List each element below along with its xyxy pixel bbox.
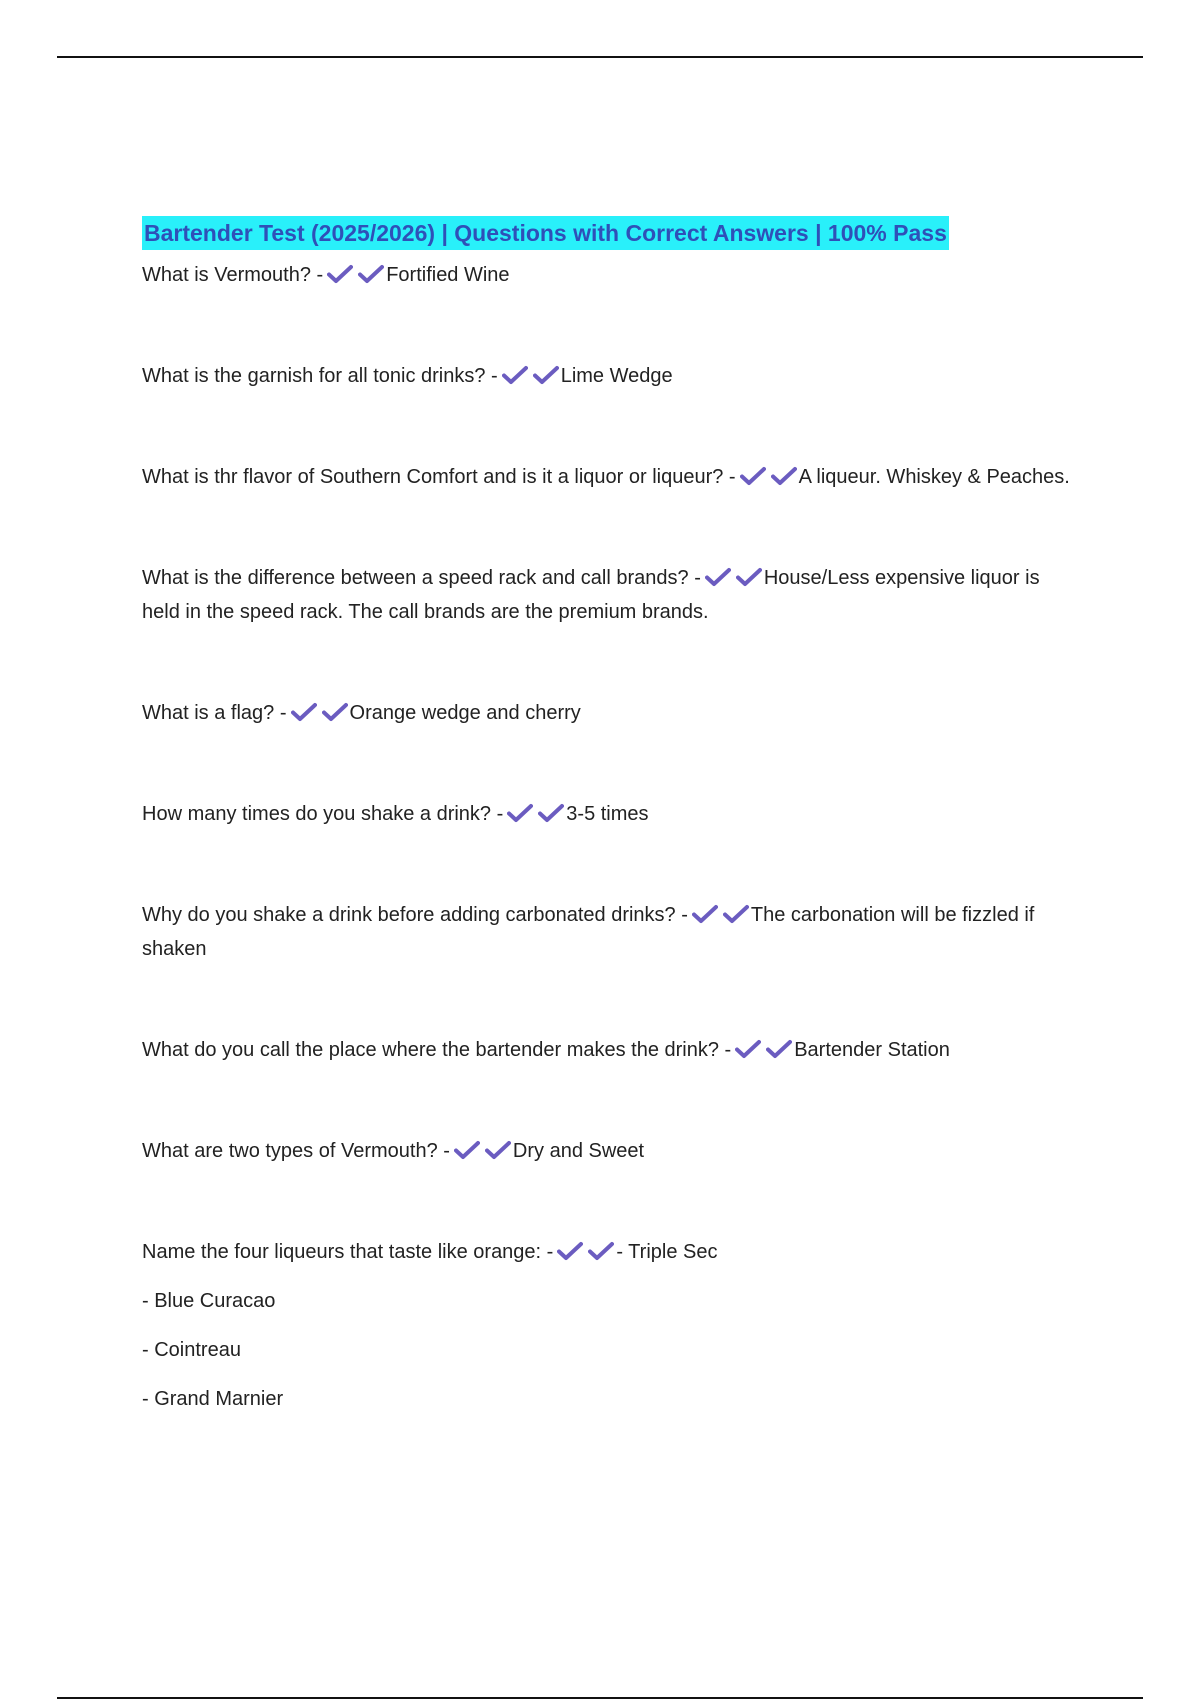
checkmark-icon (327, 264, 353, 284)
answer-list-item: - Cointreau (142, 1339, 241, 1361)
checkmark-icon (736, 567, 762, 587)
bottom-rule (57, 1697, 1143, 1699)
answer-text: Dry and Sweet (512, 1140, 645, 1162)
answer-text: Bartender Station (794, 1039, 950, 1061)
double-check-icon (502, 365, 559, 385)
qa-item (142, 898, 1072, 966)
checkmark-icon (507, 803, 533, 823)
qa-item (142, 1134, 1072, 1168)
question-text: What is the garnish for all tonic drinks? - (142, 365, 498, 387)
answer-text: 3-5 times (566, 803, 649, 825)
checkmark-icon (454, 1140, 480, 1160)
question-text: What are two types of Vermouth? - (142, 1140, 450, 1162)
checkmark-icon (533, 365, 559, 385)
answer-text: - Triple Sec (616, 1241, 718, 1263)
qa-item (142, 359, 1072, 393)
question-text: What is the difference between a speed rack and call brands? - (142, 567, 701, 589)
question-text: What is a flag? - (142, 702, 287, 724)
qa-list (142, 258, 1072, 1269)
answer-text: House/Less expensive liquor is held in the speed rack. The call brands are the premium brands. (142, 567, 1040, 623)
checkmark-icon (740, 466, 766, 486)
answer-list-item: - Blue Curacao (142, 1290, 276, 1312)
answer-text: The carbonation will be fizzled if shaken (142, 904, 1035, 960)
document-title: Bartender Test (2025/2026) | Questions with Correct Answers | 100% Pass (142, 216, 949, 250)
document-body (142, 216, 1072, 1431)
question-text: How many times do you shake a drink? - (142, 803, 504, 825)
qa-item (142, 561, 1072, 629)
double-check-icon (507, 803, 564, 823)
checkmark-icon (358, 264, 384, 284)
qa-item (142, 696, 1072, 730)
checkmark-icon (692, 904, 718, 924)
double-check-icon (291, 702, 348, 722)
question-text: What is Vermouth? - (142, 264, 324, 286)
answer-text: Orange wedge and cherry (349, 702, 581, 724)
double-check-icon (557, 1241, 614, 1261)
extra-answer-list (142, 1284, 1072, 1416)
checkmark-icon (766, 1039, 792, 1059)
checkmark-icon (723, 904, 749, 924)
qa-item (142, 258, 1072, 292)
answer-text: A liqueur. Whiskey & Peaches. (798, 466, 1070, 488)
answer-text: Lime Wedge (560, 365, 673, 387)
checkmark-icon (538, 803, 564, 823)
double-check-icon (735, 1039, 792, 1059)
top-rule (57, 56, 1143, 58)
double-check-icon (740, 466, 797, 486)
question-text: Name the four liqueurs that taste like orange: - (142, 1241, 554, 1263)
double-check-icon (327, 264, 384, 284)
checkmark-icon (502, 365, 528, 385)
checkmark-icon (735, 1039, 761, 1059)
checkmark-icon (771, 466, 797, 486)
question-text: Why do you shake a drink before adding carbonated drinks? - (142, 904, 688, 926)
question-text: What is thr flavor of Southern Comfort and is it a liquor or liqueur? - (142, 466, 736, 488)
checkmark-icon (322, 702, 348, 722)
qa-item (142, 1235, 1072, 1269)
qa-item (142, 460, 1072, 494)
question-text: What do you call the place where the bartender makes the drink? - (142, 1039, 732, 1061)
checkmark-icon (588, 1241, 614, 1261)
answer-text: Fortified Wine (386, 264, 510, 286)
double-check-icon (692, 904, 749, 924)
qa-item (142, 1033, 1072, 1067)
answer-list-item: - Grand Marnier (142, 1388, 284, 1410)
checkmark-icon (291, 702, 317, 722)
checkmark-icon (557, 1241, 583, 1261)
qa-item (142, 797, 1072, 831)
double-check-icon (454, 1140, 511, 1160)
checkmark-icon (705, 567, 731, 587)
double-check-icon (705, 567, 762, 587)
checkmark-icon (485, 1140, 511, 1160)
